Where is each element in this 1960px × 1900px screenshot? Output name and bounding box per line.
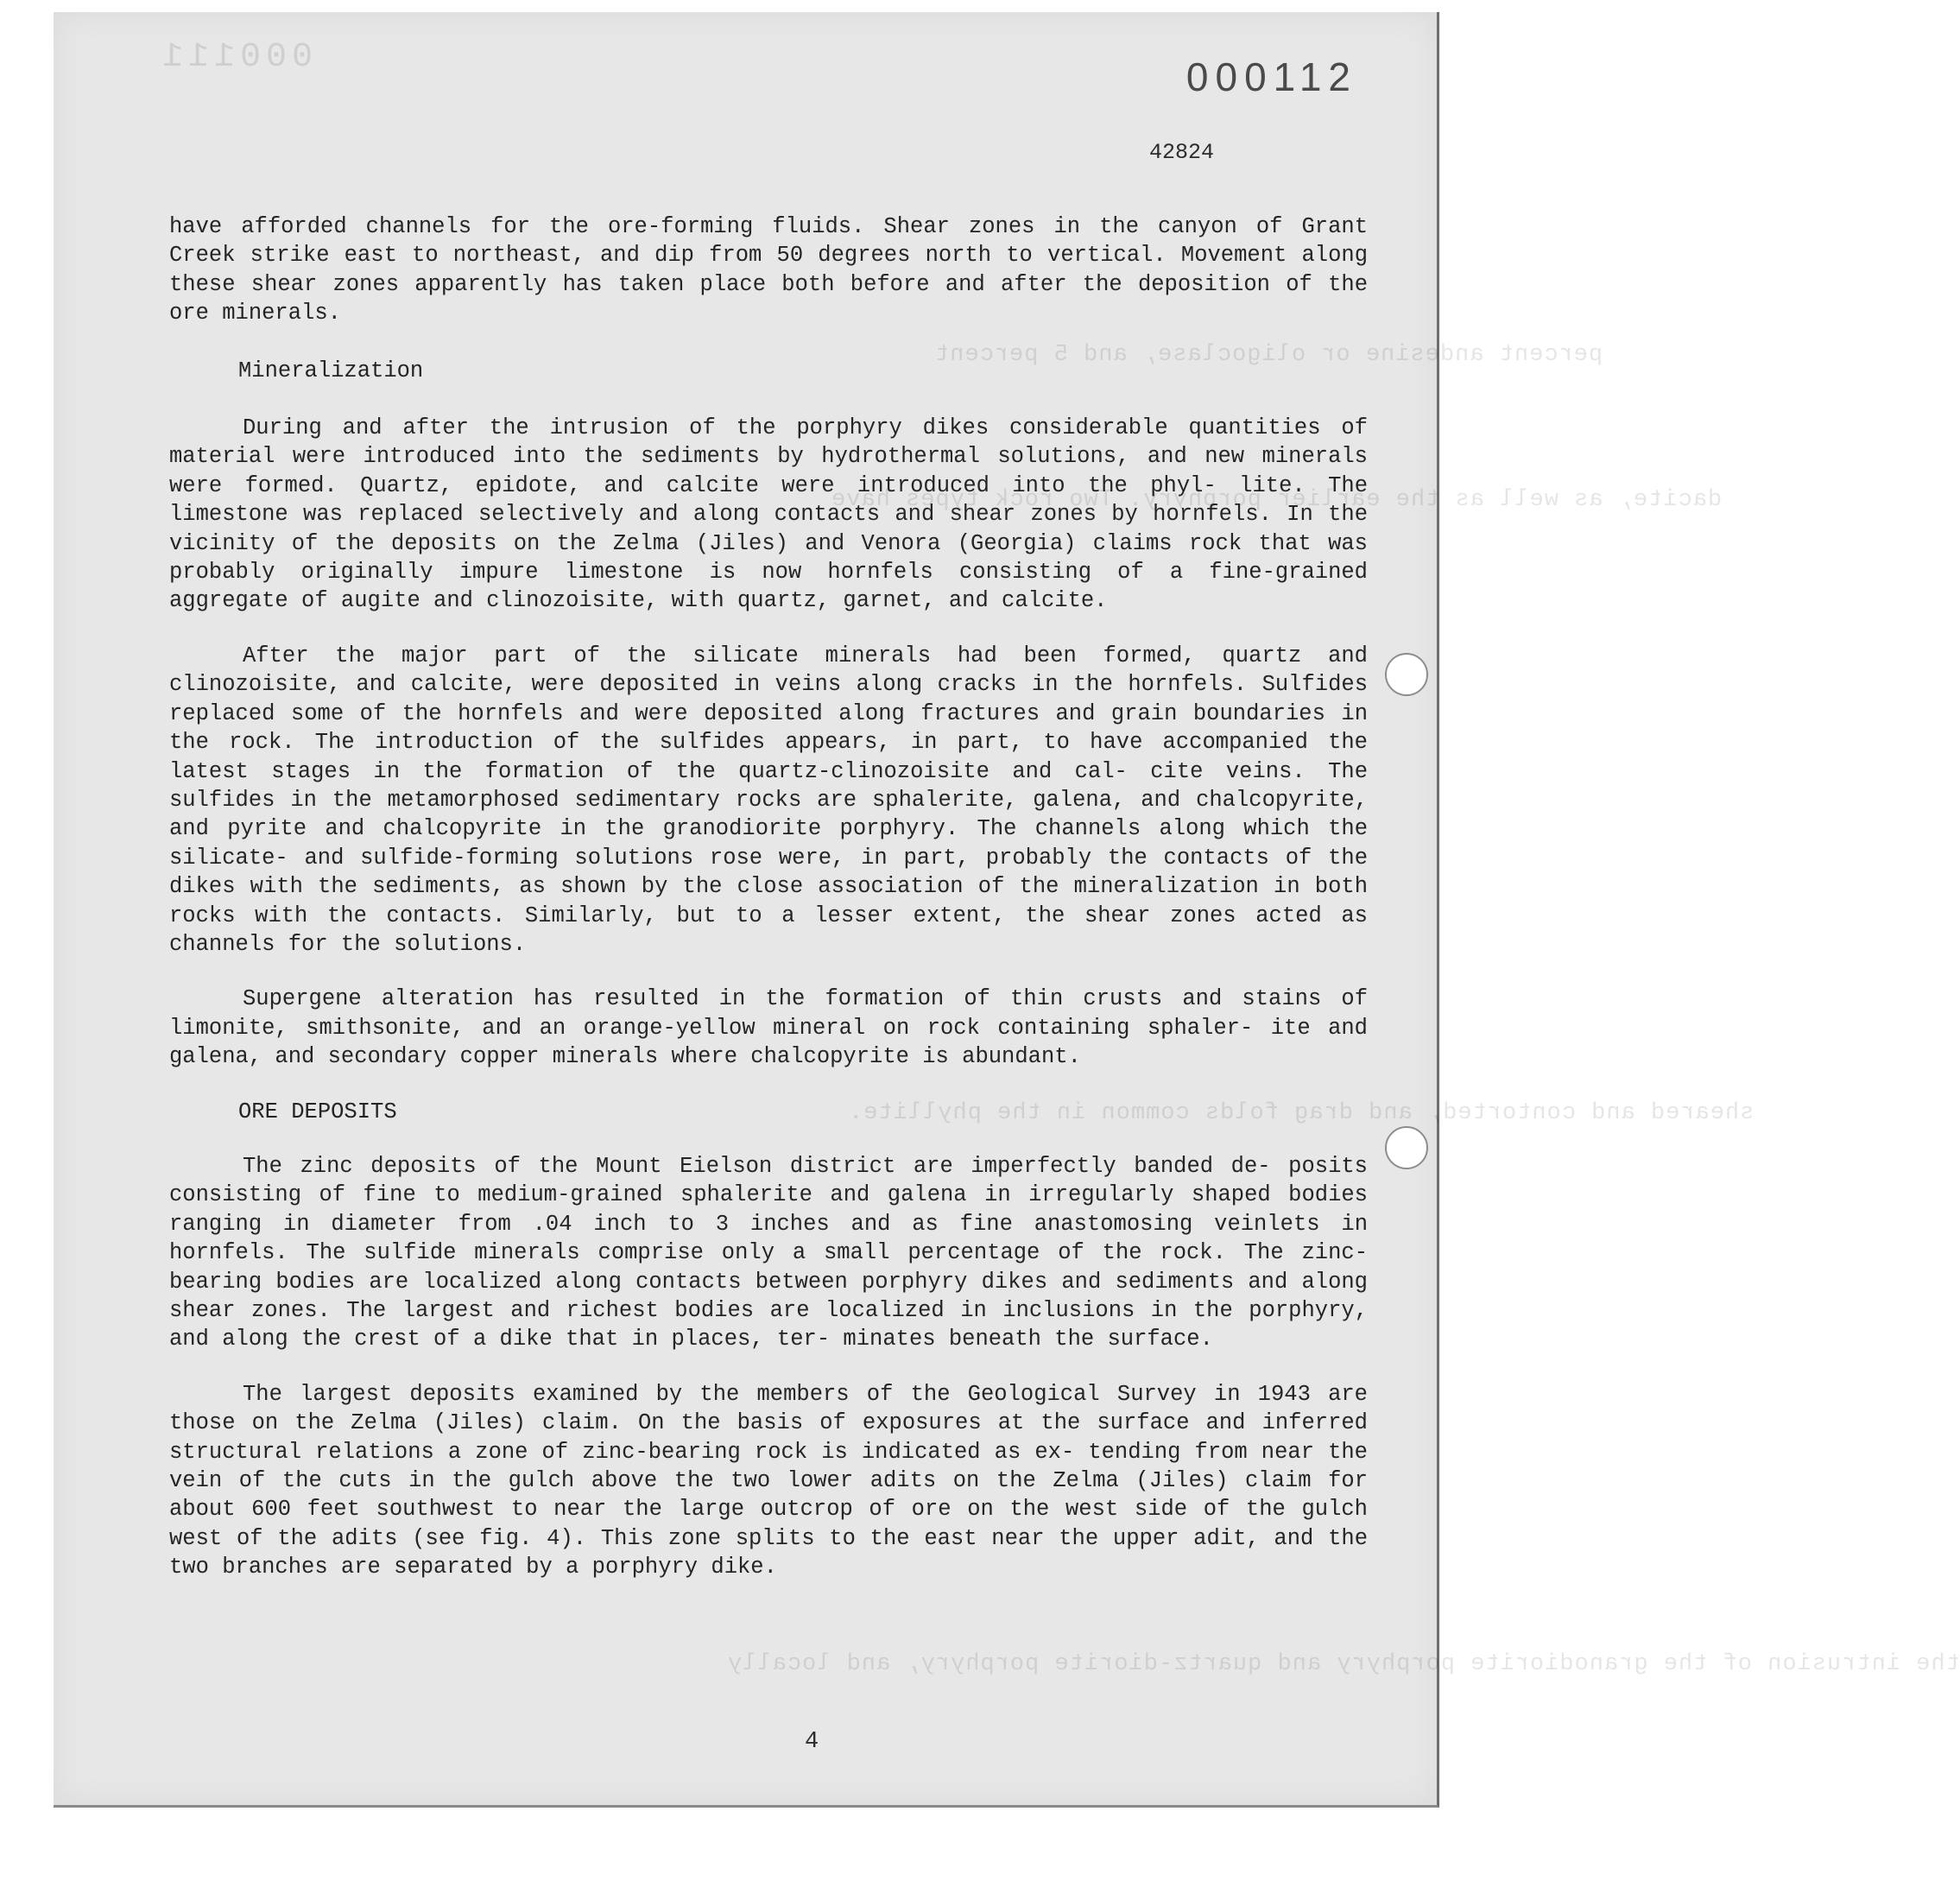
bleed-through-text: sheared and contorted, and drag folds common in the phyllite. <box>848 1100 1755 1126</box>
paragraph-silicate-minerals: After the major part of the silicate minerals had been formed, quartz and clinozoisite, and calcite, were deposited in veins along cracks in the hornfels. Sulfides replaced some of the hornfels and were deposited along fractures and grain boundaries in the rock. The introduction of the sulfides appears, in part, to have accompanied the latest stages in the formation of the quartz-clinozoisite and cal- cite veins. The sulfides in the metamorphosed sedimentary rocks are sphalerite, galena, and chalcopyrite, and pyrite and chalcopyrite in the granodiorite porphyry. The channels along which the silicate- and sulfide-forming solutions rose were, in part, probably the contacts of the dikes with the sediments, as shown by the close association of the mineralization in both rocks with the contacts. Similarly, but to a lesser extent, the shear zones acted as channels for the solutions. <box>169 643 1368 957</box>
archive-stamp-number: 000112 <box>1185 54 1357 99</box>
punch-hole <box>1385 1126 1428 1169</box>
bleed-through-stamp: 000111 <box>157 38 313 77</box>
paragraph-largest-deposits: The largest deposits examined by the members of the Geological Survey in 1943 are those on the Zelma (Jiles) claim. On the basis of exposures at the surface and inferred structural relations a zone of zinc-bearing rock is indicated as ex- tending from near the vein of the cuts in the gulch above the two lower adits on the Zelma (Jiles) claim for about 600 feet southwest to near the large outcrop of ore on the west side of the gulch west of the adits (see fig. 4). This zone splits to the east near the upper adit, and the two branches are separated by a porphyry dike. <box>169 1381 1368 1580</box>
bleed-through-text: the intrusion of the granodiorite porphyry and quartz-diorite porphyry, and locally <box>727 1651 1960 1677</box>
page-number: 4 <box>805 1729 819 1755</box>
section-heading-ore-deposits: ORE DEPOSITS <box>238 1099 397 1124</box>
document-number: 42824 <box>1148 140 1214 165</box>
punch-hole <box>1385 653 1428 696</box>
bleed-through-text: dacite, as well as the earlier porphyry. Two rock types have <box>831 487 1723 513</box>
paragraph-supergene-alteration: Supergene alteration has resulted in the formation of thin crusts and stains of limonite, smithsonite, and an orange-yellow mineral on rock containing sphaler- ite and galena, and secondary copper minerals where chalcopyrite is abundant. <box>169 986 1368 1070</box>
paragraph-continued: have afforded channels for the ore-forming fluids. Shear zones in the canyon of Grant Creek strike east to northeast, and dip from 50 degrees north to vertical. Movement along these shear zones apparently has taken place both before and after the deposition of the ore minerals. <box>169 214 1368 326</box>
bleed-through-text: percent andesine or oligoclase, and 5 percent <box>934 342 1603 368</box>
document-body <box>169 212 1368 1582</box>
paragraph-intrusion: During and after the intrusion of the porphyry dikes considerable quantities of material were introduced into the sediments by hydrothermal solutions, and new minerals were formed. Quartz, epidote, and calcite were introduced into the phyl- lite. The limestone was replaced selectively and along contacts and shear zones by hornfels. In the vicinity of the deposits on the Zelma (Jiles) and Venora (Georgia) claims rock that was probably originally impure limestone is now hornfels consisting of a fine-grained aggregate of augite and clinozoisite, with quartz, garnet, and calcite. <box>169 415 1368 614</box>
section-heading-mineralization: Mineralization <box>238 358 424 383</box>
paragraph-zinc-deposits: The zinc deposits of the Mount Eielson district are imperfectly banded de- posits consisting of fine to medium-grained sphalerite and galena in irregularly shaped bodies ranging in diameter from .04 inch to 3 inches and as fine anastomosing veinlets in hornfels. The sulfide minerals comprise only a small percentage of the rock. The zinc-bearing bodies are localized along contacts between porphyry dikes and sediments and along shear zones. The largest and richest bodies are localized in inclusions in the porphyry, and along the crest of a dike that in places, ter- minates beneath the surface. <box>169 1153 1368 1352</box>
